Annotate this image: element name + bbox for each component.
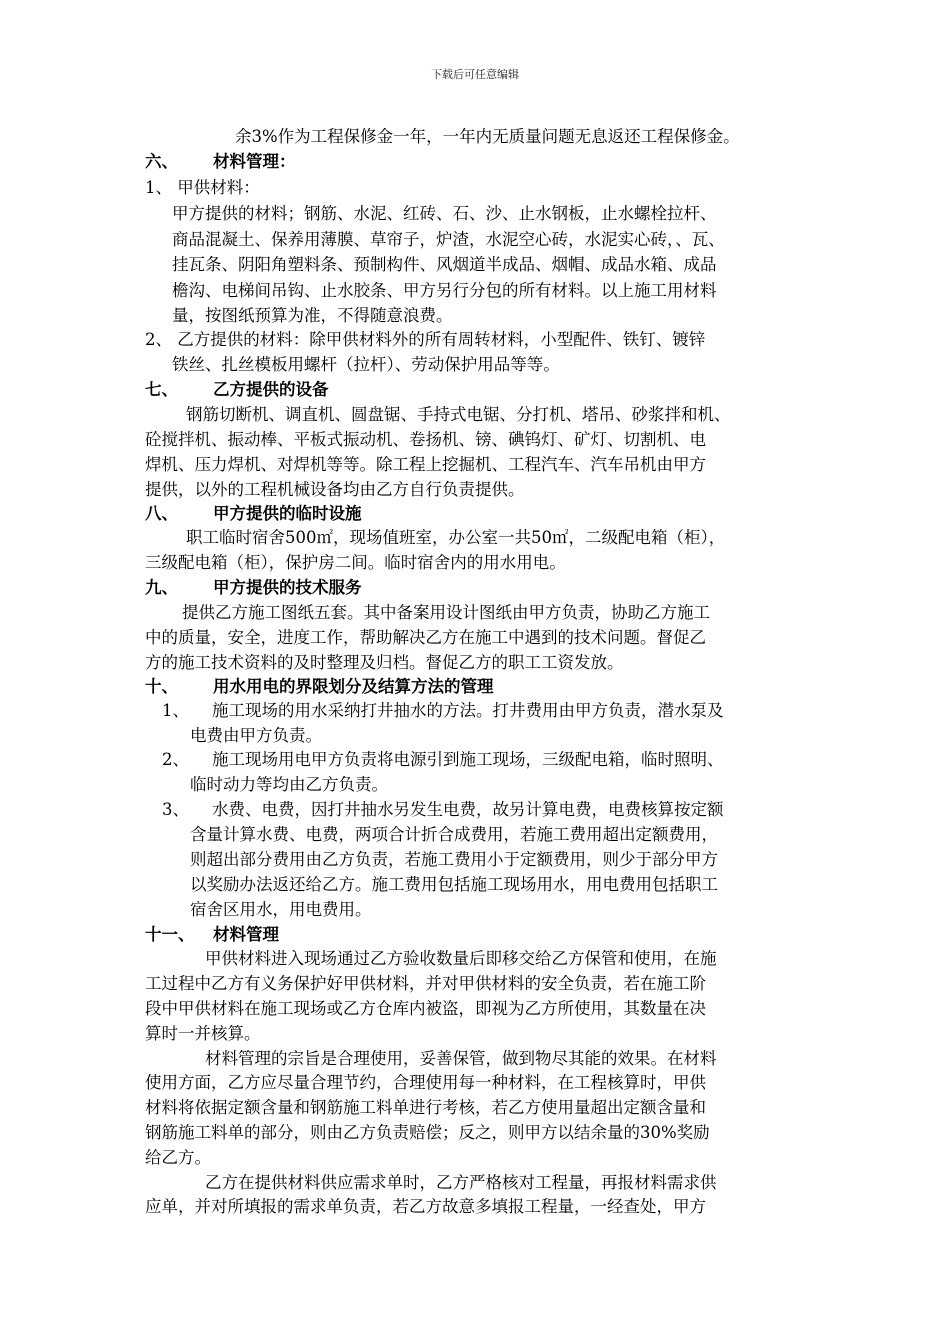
section-10-heading (145, 677, 494, 697)
section-11-para-3-line: 乙方在提供材料供应需求单时，乙方严格核对工程量，再报材料需求供 (205, 1173, 717, 1192)
section-11-number: 十一、 (145, 925, 195, 944)
section-6-item-1-line: 商品混凝土、保养用薄膜、草帘子，炉渣，水泥空心砖，水泥实心砖，、瓦、 (172, 230, 725, 249)
section-10-number: 十、 (145, 677, 178, 696)
section-10-item-3-line: 含量计算水费、电费，两项合计折合成费用，若施工费用超出定额费用， (190, 825, 718, 844)
section-11-para-1-line: 甲供材料进入现场通过乙方验收数量后即移交给乙方保管和使用，在施 (205, 949, 717, 968)
section-7-line: 提供，以外的工程机械设备均由乙方自行负责提供。 (145, 480, 525, 499)
section-10-title: 用水用电的界限划分及结算方法的管理 (213, 677, 494, 696)
section-6-item-1-line: 挂瓦条、阴阳角塑料条、预制构件、风烟道半成品、烟帽、成品水箱、成品 (172, 255, 717, 274)
section-8-line: 职工临时宿舍500㎡，现场值班室，办公室一共50㎡，二级配电箱（柜）， (186, 528, 726, 547)
section-10-item-1-line: 电费由甲方负责。 (190, 726, 322, 745)
section-9-number: 九、 (145, 578, 178, 597)
section-6-item-1-line: 量，按图纸预算为准，不得随意浪费。 (172, 306, 453, 325)
section-10-item-3-number: 3、 (162, 800, 189, 819)
section-6-item-2-line: 铁丝、扎丝模板用螺杆（拉杆）、劳动保护用品等等。 (172, 355, 560, 374)
section-8-number: 八、 (145, 504, 178, 523)
section-6-title: 材料管理： (213, 152, 296, 171)
section-10-item-2-line: 施工现场用电甲方负责将电源引到施工现场，三级配电箱，临时照明、 (212, 750, 724, 769)
section-11-para-1-line: 算时一并核算。 (145, 1024, 261, 1043)
section-8-title: 甲方提供的临时设施 (213, 504, 362, 523)
section-10-item-1-number: 1、 (162, 701, 189, 720)
section-9-line: 中的质量，安全，进度工作，帮助解决乙方在施工中遇到的技术问题。督促乙 (145, 628, 706, 647)
section-11-para-2-line: 使用方面，乙方应尽量合理节约，合理使用每一种材料，在工程核算时，甲供 (145, 1073, 706, 1092)
section-6-heading (145, 152, 296, 172)
section-7-title: 乙方提供的设备 (213, 380, 329, 399)
section-8-heading (145, 504, 362, 524)
section-10-item-1 (162, 701, 724, 721)
intro-line: 余3%作为工程保修金一年，一年内无质量问题无息返还工程保修金。 (235, 127, 740, 146)
section-11-para-2-line: 给乙方。 (145, 1148, 211, 1167)
section-7-heading (145, 380, 329, 400)
section-7-line: 焊机、压力焊机、对焊机等等。除工程上挖掘机、工程汽车、汽车吊机由甲方 (145, 455, 706, 474)
section-10-item-3-line: 以奖励办法返还给乙方。施工费用包括施工现场用水，用电费用包括职工 (190, 875, 718, 894)
section-8-line: 三级配电箱（柜），保护房二间。临时宿舍内的用水用电。 (145, 553, 566, 572)
section-9-line: 方的施工技术资料的及时整理及归档。督促乙方的职工工资发放。 (145, 653, 624, 672)
section-6-item-1-line: 檐沟、电梯间吊钩、止水胶条、甲方另行分包的所有材料。以上施工用材料 (172, 281, 717, 300)
section-7-line: 砼搅拌机、振动棒、平板式振动机、卷扬机、镑、碘钨灯、矿灯、切割机、电 (145, 430, 706, 449)
page-header: 下载后可任意编辑 (431, 68, 519, 81)
section-11-para-2-line: 材料管理的宗旨是合理使用，妥善保管，做到物尽其能的效果。在材料 (205, 1049, 717, 1068)
section-11-para-2-line: 材料将依据定额含量和钢筋施工料单进行考核，若乙方使用量超出定额含量和 (145, 1098, 706, 1117)
section-10-item-1-line: 施工现场的用水采纳打井抽水的方法。打井费用由甲方负责，潜水泵及 (212, 701, 724, 720)
section-11-para-1-line: 工过程中乙方有义务保护好甲供材料，并对甲供材料的安全负责，若在施工阶 (145, 974, 706, 993)
section-6-item-2-line: 2、 乙方提供的材料：除甲供材料外的所有周转材料，小型配件、铁钉、镀锌 (145, 330, 706, 349)
section-11-title: 材料管理 (213, 925, 279, 944)
section-9-line: 提供乙方施工图纸五套。其中备案用设计图纸由甲方负责，协助乙方施工 (182, 603, 710, 622)
section-10-item-3-line: 则超出部分费用由乙方负责，若施工费用小于定额费用，则少于部分甲方 (190, 850, 718, 869)
section-6-item-1-line: 甲方提供的材料；钢筋、水泥、红砖、石、沙、止水钢板，止水螺栓拉杆、 (172, 204, 717, 223)
section-10-item-2 (162, 750, 724, 770)
section-9-heading (145, 578, 362, 598)
section-10-item-3-line: 水费、电费，因打井抽水另发生电费，故另计算电费，电费核算按定额 (212, 800, 724, 819)
section-7-number: 七、 (145, 380, 178, 399)
section-10-item-3 (162, 800, 724, 820)
section-11-para-2-line: 钢筋施工料单的部分，则由乙方负责赔偿；反之，则甲方以结余量的30%奖励 (145, 1123, 710, 1142)
section-11-heading (145, 925, 279, 945)
section-6-item-1-label: 1、 甲供材料： (145, 178, 260, 197)
section-11-para-3-line: 应单，并对所填报的需求单负责，若乙方故意多填报工程量，一经查处，甲方 (145, 1197, 706, 1216)
section-10-item-3-line: 宿舍区用水，用电费用。 (190, 900, 372, 919)
section-6-number: 六、 (145, 152, 178, 171)
section-9-title: 甲方提供的技术服务 (213, 578, 362, 597)
section-7-line: 钢筋切断机、调直机、圆盘锯、手持式电锯、分打机、塔吊、砂浆拌和机、 (186, 405, 731, 424)
section-11-para-1-line: 段中甲供材料在施工现场或乙方仓库内被盗，即视为乙方所使用，其数量在决 (145, 999, 706, 1018)
section-10-item-2-number: 2、 (162, 750, 189, 769)
section-10-item-2-line: 临时动力等均由乙方负责。 (190, 775, 388, 794)
